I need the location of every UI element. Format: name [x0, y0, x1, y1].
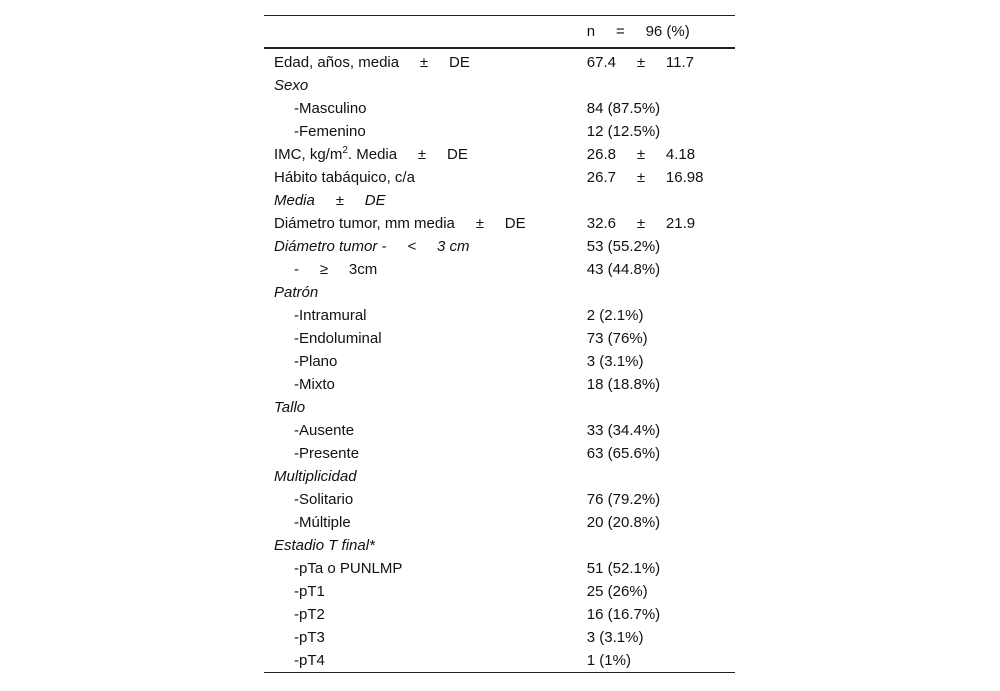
- row-label: -Ausente: [294, 421, 355, 439]
- header-row: [264, 16, 735, 48]
- table-row: [264, 281, 735, 304]
- characteristics-table: [264, 15, 735, 673]
- row-label: -Solitario: [294, 490, 354, 508]
- row-label: Diámetro tumor, mm media ± DE: [274, 214, 526, 232]
- row-label: Media ± DE: [274, 191, 386, 209]
- row-label: Diámetro tumor - < 3 cm: [274, 237, 470, 255]
- row-value: 67.4 ± 11.7: [586, 53, 694, 71]
- table-row: [264, 396, 735, 419]
- row-value: 12 (12.5%): [586, 122, 661, 140]
- row-value: 51 (52.1%): [586, 559, 661, 577]
- row-label: Tallo: [274, 398, 306, 416]
- row-value: 26.8 ± 4.18: [586, 145, 696, 163]
- table-row: [264, 143, 735, 166]
- row-label: -Mixto: [294, 375, 335, 393]
- row-value: 84 (87.5%): [586, 99, 661, 117]
- table-row: [264, 189, 735, 212]
- row-label-text: IMC, kg/m: [274, 145, 343, 163]
- table-row: [264, 580, 735, 603]
- row-label: Sexo: [274, 76, 309, 94]
- row-label-text: . Media ± DE: [347, 145, 468, 163]
- row-label: -Intramural: [294, 306, 367, 324]
- row-value: [587, 189, 735, 212]
- row-label: -pT3: [294, 628, 325, 646]
- table-row: [264, 649, 735, 673]
- row-label-superscript: 2: [342, 144, 348, 156]
- table-row: [264, 258, 735, 281]
- row-label: Edad, años, media ± DE: [274, 53, 470, 71]
- table-row: [264, 442, 735, 465]
- row-label: Estadio T final*: [274, 536, 375, 554]
- row-label: Hábito tabáquico, c/a: [274, 168, 415, 186]
- row-value: 63 (65.6%): [586, 444, 661, 462]
- header-value-cell: n = 96 (%): [586, 22, 690, 40]
- row-value: 32.6 ± 21.9: [586, 214, 696, 232]
- row-value: 3 (3.1%): [586, 628, 644, 646]
- row-label: [264, 143, 587, 166]
- row-label: -pT2: [294, 605, 325, 623]
- row-label: Multiplicidad: [274, 467, 357, 485]
- table-row: [264, 48, 735, 74]
- row-value: 53 (55.2%): [586, 237, 661, 255]
- row-value: [587, 465, 735, 488]
- row-label: -Femenino: [294, 122, 366, 140]
- row-label: Patrón: [274, 283, 319, 301]
- row-value: 16 (16.7%): [586, 605, 661, 623]
- characteristics-table-container: [264, 15, 735, 673]
- table-row: [264, 327, 735, 350]
- table-row: [264, 120, 735, 143]
- table-row: [264, 74, 735, 97]
- table-row: [264, 304, 735, 327]
- table-row: [264, 419, 735, 442]
- table-row: [264, 166, 735, 189]
- row-value: [587, 396, 735, 419]
- row-value: [587, 281, 735, 304]
- table-body: [264, 48, 735, 673]
- row-value: 73 (76%): [586, 329, 648, 347]
- row-value: 76 (79.2%): [586, 490, 661, 508]
- table-row: [264, 626, 735, 649]
- row-label: -Presente: [294, 444, 360, 462]
- table-row: [264, 511, 735, 534]
- row-label: -pT4: [294, 651, 325, 669]
- table-row: [264, 603, 735, 626]
- table-row: [264, 534, 735, 557]
- row-value: 20 (20.8%): [586, 513, 661, 531]
- row-value: 2 (2.1%): [586, 306, 644, 324]
- row-value: 3 (3.1%): [586, 352, 644, 370]
- row-label: - ≥ 3cm: [294, 260, 378, 278]
- table-row: [264, 488, 735, 511]
- header-label-cell: [264, 16, 587, 48]
- table-row: [264, 212, 735, 235]
- row-value: [587, 534, 735, 557]
- row-value: 25 (26%): [586, 582, 648, 600]
- row-label: -Masculino: [294, 99, 367, 117]
- row-label: -Plano: [294, 352, 338, 370]
- row-value: 1 (1%): [586, 651, 631, 669]
- row-value: 26.7 ± 16.98: [586, 168, 704, 186]
- row-label: -pTa o PUNLMP: [294, 559, 403, 577]
- row-value: 43 (44.8%): [586, 260, 661, 278]
- table-header: [264, 16, 735, 48]
- row-value: [587, 74, 735, 97]
- row-label: -Endoluminal: [294, 329, 382, 347]
- row-label: -Múltiple: [294, 513, 351, 531]
- table-row: [264, 235, 735, 258]
- table-row: [264, 350, 735, 373]
- row-value: 18 (18.8%): [586, 375, 661, 393]
- table-row: [264, 373, 735, 396]
- row-value: 33 (34.4%): [586, 421, 661, 439]
- table-row: [264, 97, 735, 120]
- table-row: [264, 557, 735, 580]
- table-row: [264, 465, 735, 488]
- row-label: -pT1: [294, 582, 325, 600]
